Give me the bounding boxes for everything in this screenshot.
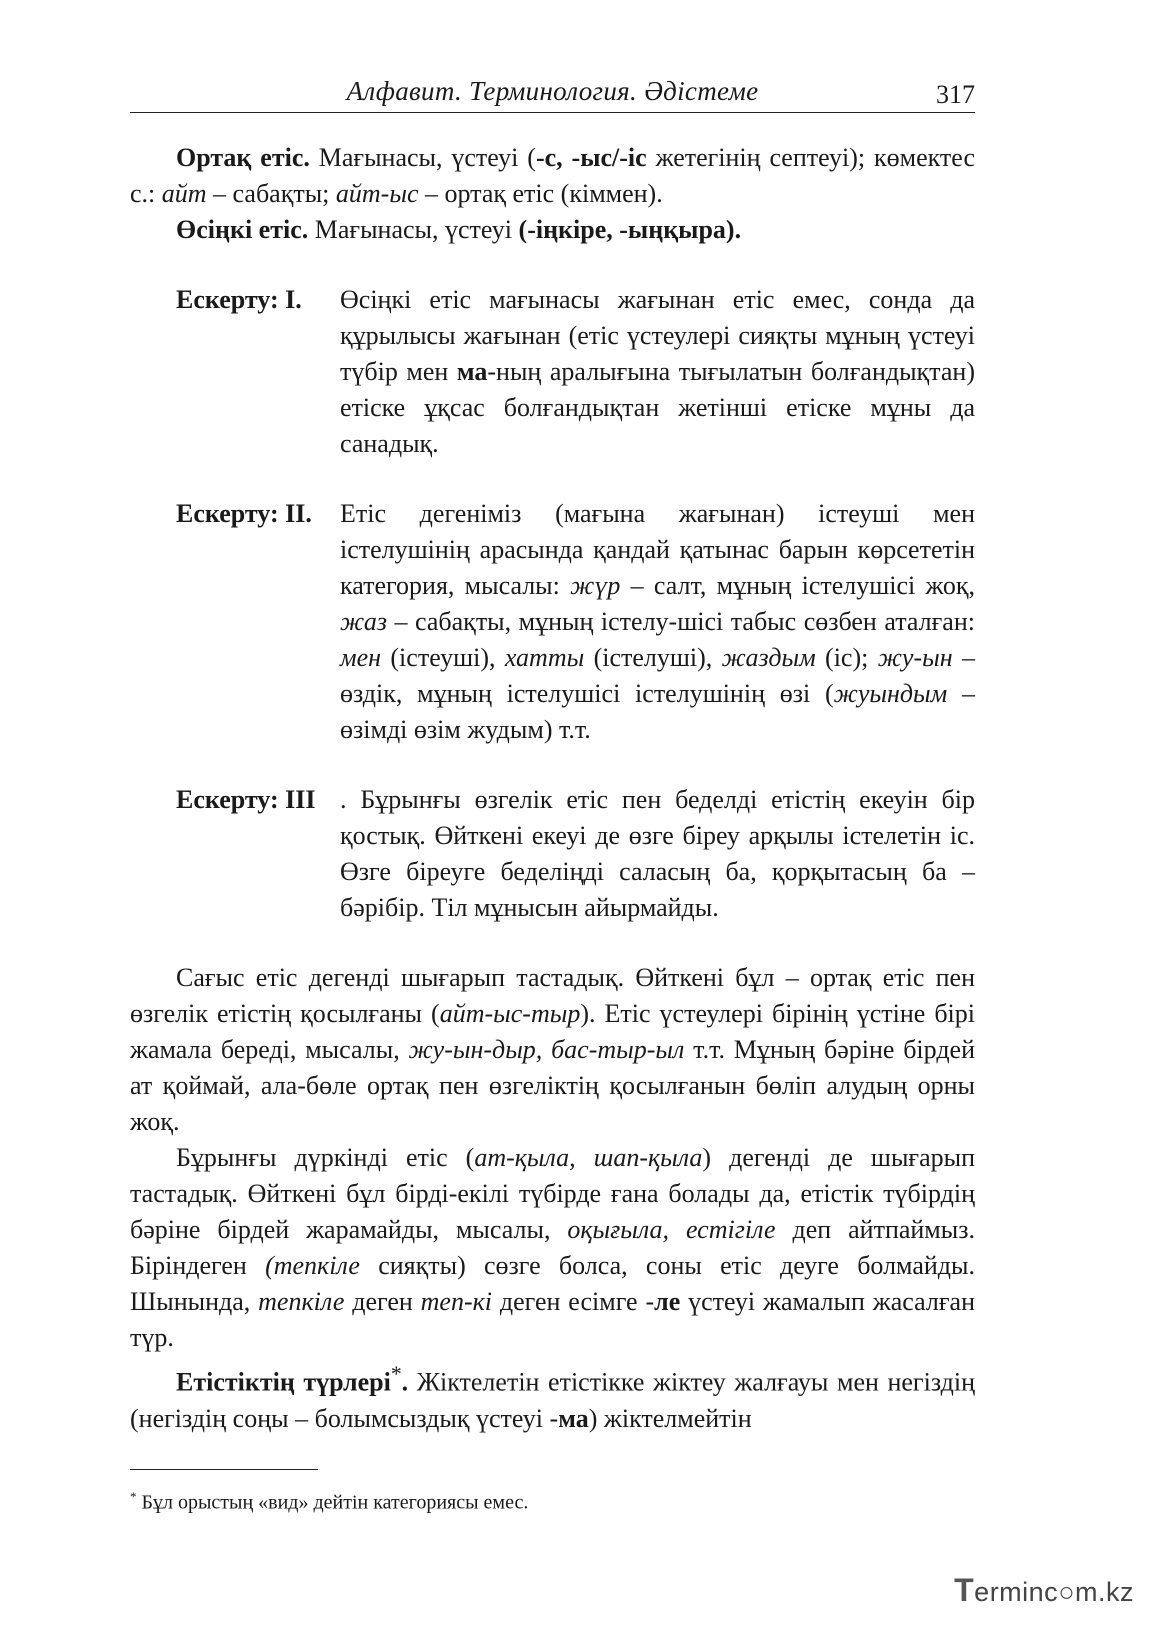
footnote-text: Бұл орыстың «вид» дейтін категориясы емес. <box>136 1491 529 1514</box>
note-3 <box>176 782 975 926</box>
running-header <box>130 72 975 113</box>
note-2-label: Ескерту: ІІ. <box>176 499 312 528</box>
paragraph-removed-voice: Сағыс етіс дегенді шығарып тастадық. Өйткені бұл – ортақ етіс пен өзгелік етістің қосылғаны (айт-ыс-тыр). Етіс үстеулері бірінің үстіне бірі жамала береді, мысалы, жу-ын-дыр, бас-тыр-ыл т.т. Мұның бәріне бірдей ат қоймай, ала-бөле ортақ пен өзгеліктің қосылғанын бөліп алудың орны жоқ. <box>130 963 975 1136</box>
header-title: Алфавит. Терминология. Әдістеме <box>346 76 759 106</box>
page-number: 317 <box>936 80 975 109</box>
note-1 <box>176 282 975 462</box>
paragraph-intensive-voice: Өсіңкі етіс. Мағынасы, үстеуі (-іңкіре, -ыңқыра). <box>176 215 742 244</box>
watermark-logo: Terminc○m.kz <box>954 1572 1134 1608</box>
paragraph-verb-types: Етістіктің түрлері*. Жіктелетін етістікке жіктеу жалғауы мен негіздің (негіздің соңы – болымсыздық үстеуі -ма) жіктелмейтін <box>130 1362 975 1433</box>
page-body <box>130 140 975 1437</box>
footnote <box>130 1484 975 1516</box>
footnote-ref[interactable]: * <box>390 1362 402 1386</box>
paragraph-common-voice: Ортақ етіс. Мағынасы, үстеуі (-с, -ыс/-іс жетегінің септеуі); көмектес с.: айт – сабақты; айт-ыс – ортақ етіс (кіммен). <box>130 143 976 208</box>
note-3-text: . Бұрынғы өзгелік етіс пен беделді етістің екеуін бір қостық. Өйткені екеуі де өзге біреу арқылы істелетін іс. Өзге біреуге беделіңді саласың ба, қорқытасың ба – бәрібір. Тіл мұнысын айырмайды. <box>340 785 975 922</box>
footnote-rule <box>130 1469 318 1470</box>
note-1-text: Өсіңкі етіс мағынасы жағынан етіс емес, сонда да құрылысы жағынан (етіс үстеулері сияқты мұның үстеуі түбір мен ма-ның аралығына тығылатын болғандықтан) етіске ұқсас болғандықтан жетінші етіске мұны да санадық. <box>340 285 975 458</box>
note-1-label: Ескерту: І. <box>176 285 302 314</box>
note-2 <box>176 496 975 748</box>
footnote-mark: * <box>130 1489 137 1504</box>
paragraph-iterative-voice: Бұрынғы дүркінді етіс (ат-қыла, шап-қыла) дегенді де шығарып тастадық. Өйткені бұл бірді-екілі түбірде ғана болады да, етістік түбірдің бәріне бірдей жарамайды, мысалы, оқығыла, естігіле деп айтпаймыз. Біріндеген (тепкіле сияқты) сөзге болса, соны етіс деуге болмайды. Шынында, тепкіле деген теп-кі деген есімге -ле үстеуі жамалып жасалған түр. <box>130 1143 976 1352</box>
note-3-label: Ескерту: ІІІ <box>176 785 316 814</box>
note-2-text: Етіс дегеніміз (мағына жағынан) істеуші мен істелушінің арасында қандай қатынас барын көрсететін категория, мысалы: жүр – салт, мұның істелушісі жоқ, жаз – сабақты, мұның істелу-шісі табыс сөзбен аталған: мен (істеуші), хатты (істелуші), жаздым (іс); жу-ын – өздік, мұның істелушісі істелушінің өзі (жуындым – өзімді өзім жудым) т.т. <box>340 499 976 744</box>
